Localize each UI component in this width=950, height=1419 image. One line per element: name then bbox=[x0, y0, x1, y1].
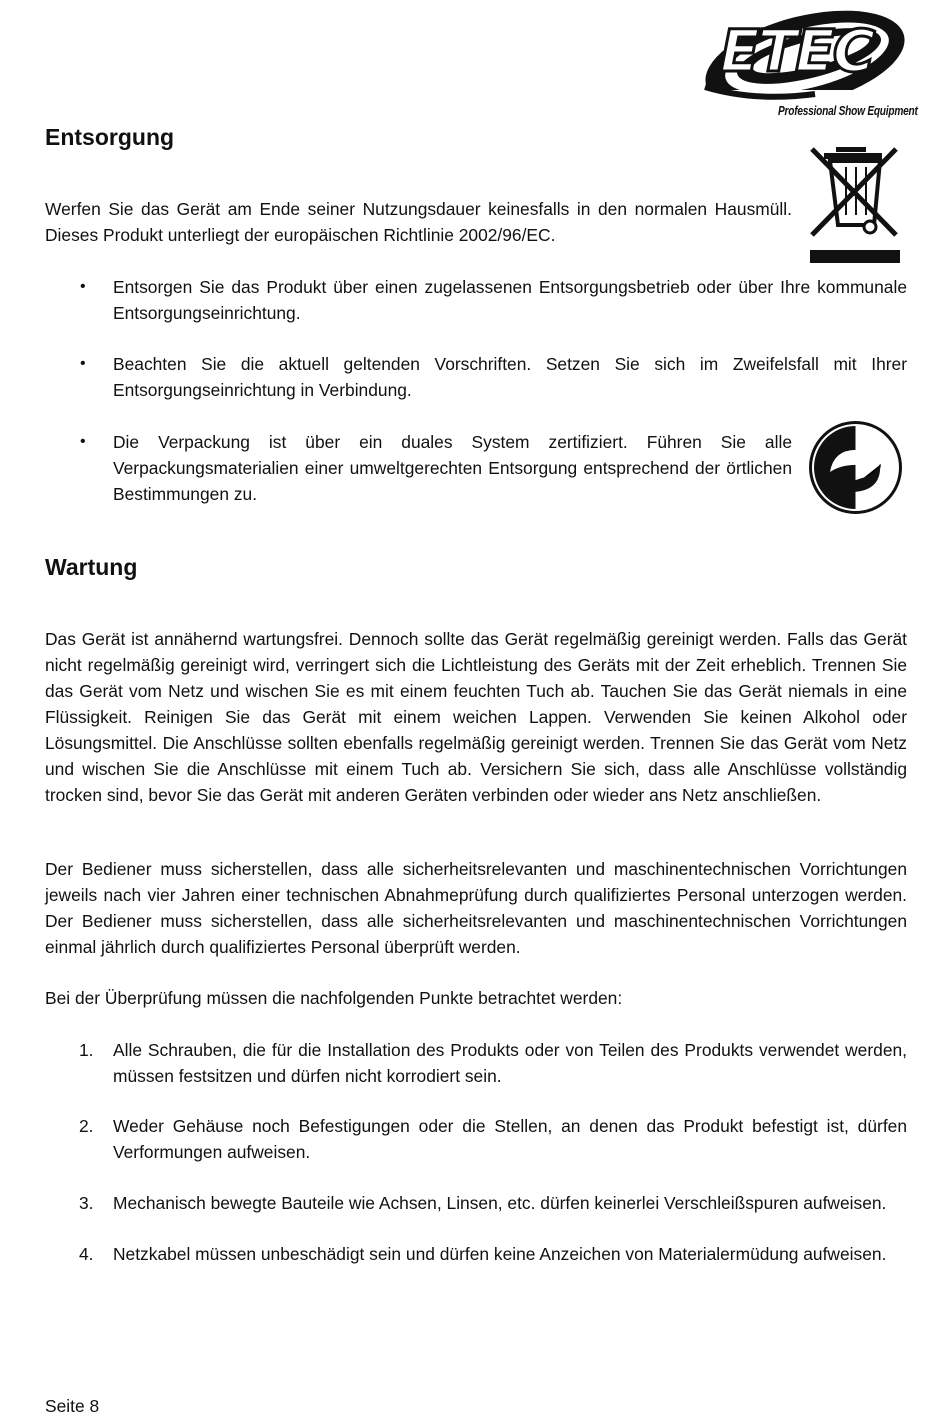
maintenance-paragraph-2: Der Bediener muss sicherstellen, dass alle sicherheitsrelevanten und maschinentechnischen Vorrichtungen jeweils nach vier Jahren einer technischen Abnahmeprüfung durch qualifiziertes Personal unterzogen werden. Der Bediener muss sicherstellen, dass alle sicherheitsrelevanten und maschinentechnischen Vorrichtungen einmal jährlich durch qualifiziertes Personal überprüft werden. bbox=[45, 859, 907, 957]
list-item: Mechanisch bewegte Bauteile wie Achsen, Linsen, etc. dürfen keinerlei Verschleißspuren aufweisen. bbox=[113, 1193, 887, 1213]
disposal-bullet-2: Beachten Sie die aktuell geltenden Vorschriften. Setzen Sie sich im Zweifelsfall mit Ihrer Entsorgungseinrichtung in Verbindung. bbox=[113, 354, 907, 400]
disposal-heading: Entsorgung bbox=[45, 124, 175, 150]
bullet-marker: • bbox=[80, 355, 86, 372]
page-number: Seite 8 bbox=[45, 1396, 100, 1416]
list-item: Alle Schrauben, die für die Installation des Produkts oder von Teilen des Produkts verwendet werden, müssen festsitzen und dürfen nicht korrodiert sein. bbox=[113, 1040, 907, 1086]
maintenance-paragraph-3: Bei der Überprüfung müssen die nachfolgenden Punkte betrachtet werden: bbox=[45, 988, 623, 1008]
list-number: 1. bbox=[79, 1040, 94, 1060]
bullet-marker: • bbox=[80, 433, 86, 450]
list-number: 4. bbox=[79, 1244, 94, 1264]
disposal-bullet-3: Die Verpackung ist über ein duales System zertifiziert. Führen Sie alle Verpackungsmaterialien einer umweltgerechten Entsorgung entsprechend der örtlichen Bestimmungen zu. bbox=[113, 432, 792, 504]
crossed-out-wheelie-bin-icon bbox=[808, 145, 902, 265]
list-item: Netzkabel müssen unbeschädigt sein und dürfen keine Anzeichen von Materialermüdung aufweisen. bbox=[113, 1244, 887, 1264]
disposal-intro: Werfen Sie das Gerät am Ende seiner Nutzungsdauer keinesfalls in den normalen Hausmüll. Dieses Produkt unterliegt der europäischen Richtlinie 2002/96/EC. bbox=[45, 199, 792, 245]
logo-tagline: Professional Show Equipment bbox=[778, 103, 918, 118]
logo-wordmark: ETEC bbox=[720, 17, 874, 85]
maintenance-paragraph-1: Das Gerät ist annähernd wartungsfrei. Dennoch sollte das Gerät regelmäßig gereinigt werden. Falls das Gerät nicht regelmäßig gereinigt wird, verringert sich die Lichtleistung des Geräts mit der Zeit erheblich. Trennen Sie das Gerät vom Netz und wischen Sie es mit einem feuchten Tuch ab. Tauchen Sie das Gerät niemals in eine Flüssigkeit. Reinigen Sie das Gerät mit einem weichen Lappen. Verwenden Sie keinen Alkohol oder Lösungsmittel. Die Anschlüsse sollten ebenfalls regelmäßig gereinigt werden. Trennen Sie das Gerät vom Netz und wischen Sie die Anschlüsse mit einem Tuch ab. Versichern Sie sich, dass alle Anschlüsse vollständig trocken sind, bevor Sie das Gerät mit anderen Geräten verbinden oder wieder ans Netz anschließen. bbox=[45, 629, 907, 805]
list-item: Weder Gehäuse noch Befestigungen oder die Stellen, an denen das Produkt befestigt ist, dürfen Verformungen aufweisen. bbox=[113, 1116, 907, 1162]
maintenance-heading: Wartung bbox=[45, 554, 138, 580]
list-number: 3. bbox=[79, 1193, 94, 1213]
green-dot-icon bbox=[808, 420, 903, 515]
bullet-marker: • bbox=[80, 278, 86, 295]
list-number: 2. bbox=[79, 1116, 94, 1136]
disposal-bullet-1: Entsorgen Sie das Produkt über einen zugelassenen Entsorgungsbetrieb oder über Ihre kommunale Entsorgungseinrichtung. bbox=[113, 277, 907, 323]
